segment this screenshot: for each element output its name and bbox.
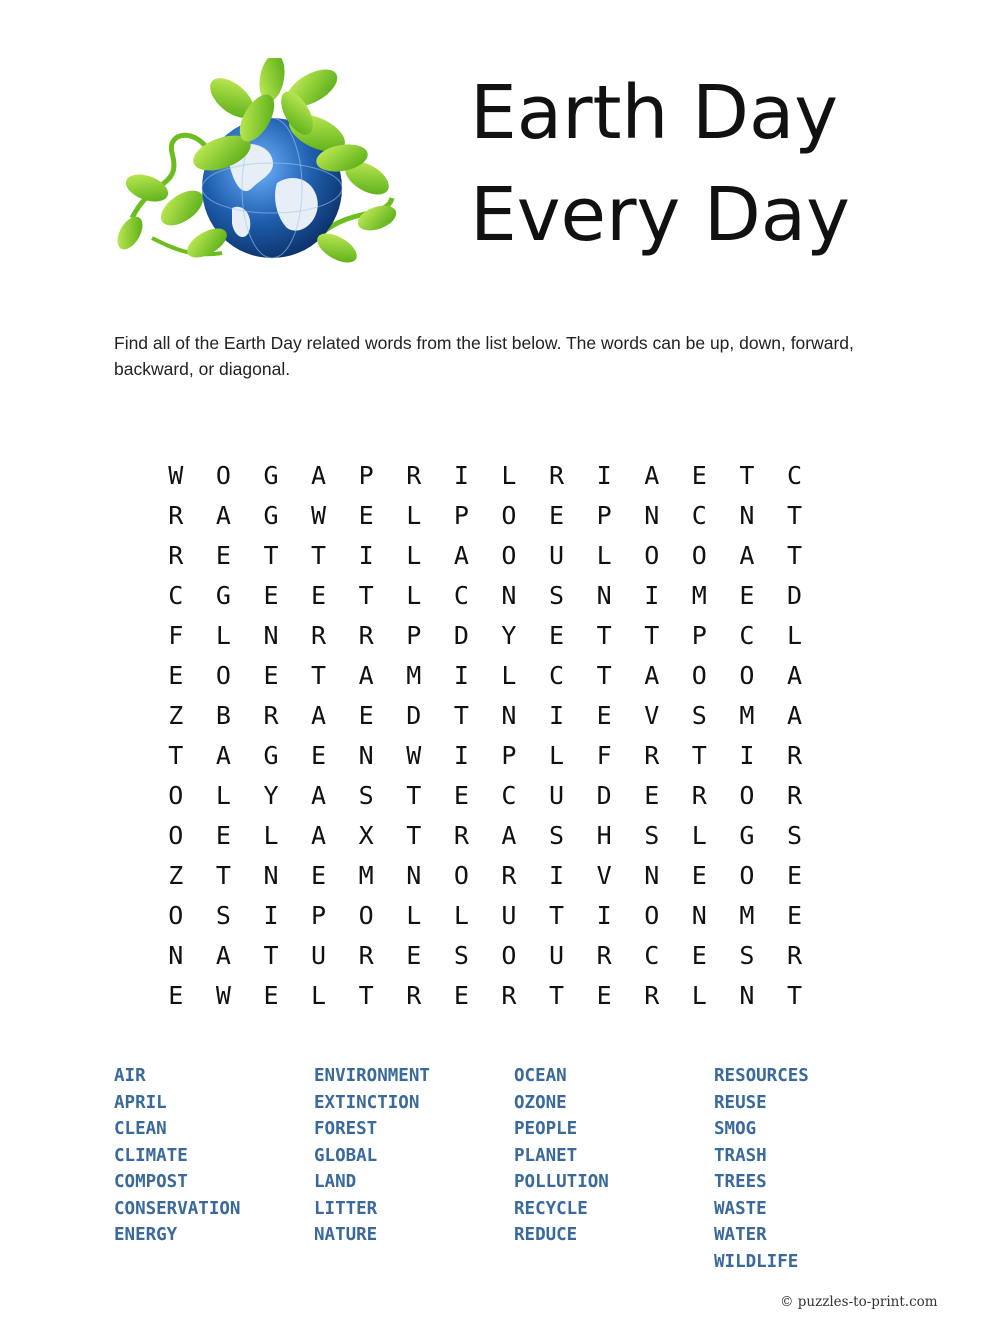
word-list-item: LITTER [314,1198,378,1219]
grid-letter[interactable]: O [644,540,660,570]
grid-letter[interactable]: L [406,580,422,610]
word-list-item: FOREST [314,1119,378,1139]
grid-letter[interactable]: A [644,460,660,490]
word-list-item: APRIL [114,1092,167,1113]
grid-letter[interactable]: E [168,660,184,690]
grid-letter[interactable]: S [453,940,469,970]
grid-letter[interactable]: A [215,940,231,970]
grid-letter[interactable]: R [501,980,517,1010]
grid-letter[interactable]: L [549,740,565,770]
word-list-item: REUSE [714,1092,767,1113]
grid-letter[interactable]: N [358,740,374,770]
grid-letter[interactable]: N [263,620,279,650]
grid-letter[interactable]: T [263,540,279,570]
grid-letter[interactable]: T [358,580,374,610]
word-list-item: AIR [114,1066,146,1086]
grid-letter[interactable]: C [739,620,755,650]
grid-letter[interactable]: O [739,660,755,690]
word-list-item: GLOBAL [314,1145,378,1166]
grid-letter[interactable]: V [596,860,612,890]
grid-letter[interactable]: A [644,660,660,690]
grid-letter[interactable]: D [786,580,803,610]
grid-letter[interactable]: L [263,820,279,850]
grid-letter[interactable]: E [406,940,422,970]
grid-letter[interactable]: E [691,940,707,970]
instructions-text: Find all of the Earth Day related words from the list below. The words can be up, down, forward, backward, or diagonal. [114,333,854,379]
copyright-notice: © puzzles-to-print.com [780,1294,938,1310]
grid-letter[interactable]: O [501,500,517,530]
word-list-item: PEOPLE [514,1119,578,1139]
grid-letter[interactable]: M [358,860,374,890]
earth-globe-with-leaves-icon [112,58,402,276]
grid-letter[interactable]: U [549,540,565,570]
grid-letter[interactable]: L [691,820,707,850]
title-line-1: Earth Day [470,70,839,156]
grid-letter[interactable]: F [596,740,612,770]
grid-letter[interactable]: G [263,460,279,490]
grid-letter[interactable]: T [311,540,327,570]
grid-letter[interactable]: T [596,620,612,650]
grid-letter[interactable]: S [739,940,755,970]
grid-letter[interactable]: N [501,700,517,730]
grid-letter[interactable]: R [406,980,422,1010]
word-list-item: POLLUTION [514,1172,609,1192]
grid-letter[interactable]: E [786,900,803,930]
grid-letter[interactable]: O [215,660,231,690]
grid-letter[interactable]: L [406,900,422,930]
grid-letter[interactable]: X [358,820,374,850]
grid-letter[interactable]: I [453,660,469,690]
grid-letter[interactable]: G [263,500,279,530]
grid-letter[interactable]: E [453,780,469,810]
grid-letter[interactable]: L [215,620,231,650]
grid-letter[interactable]: O [168,820,184,850]
grid-letter[interactable]: R [786,780,803,810]
grid-letter[interactable]: O [453,860,469,890]
grid-letter[interactable]: A [311,780,327,810]
grid-letter[interactable]: O [215,460,231,490]
word-list-item: PLANET [514,1145,578,1166]
grid-letter[interactable]: E [358,500,374,530]
grid-letter[interactable]: C [168,580,184,610]
grid-letter[interactable]: R [358,620,374,650]
word-list-column [314,1063,514,1275]
grid-letter[interactable]: L [406,500,422,530]
grid-letter[interactable]: T [453,700,469,730]
grid-letter[interactable]: N [263,860,279,890]
grid-letter[interactable]: R [786,940,803,970]
grid-letter[interactable]: E [691,460,707,490]
grid-letter[interactable]: L [596,540,612,570]
word-list-item: ENERGY [114,1225,178,1245]
grid-letter[interactable]: T [786,980,803,1010]
grid-letter[interactable]: R [786,740,803,770]
grid-letter[interactable]: M [739,700,755,730]
grid-letter[interactable]: D [596,780,612,810]
word-list-item: RESOURCES [714,1066,809,1086]
grid-letter[interactable]: E [215,540,231,570]
grid-letter[interactable]: N [168,940,184,970]
grid-letter[interactable]: P [453,500,469,530]
grid-letter[interactable]: T [215,860,231,890]
grid-letter[interactable]: W [168,460,184,490]
word-list-item: CLEAN [114,1119,167,1139]
grid-letter[interactable]: I [644,580,660,610]
grid-letter[interactable]: S [358,780,374,810]
grid-letter[interactable]: T [406,780,422,810]
grid-letter[interactable]: W [215,980,231,1010]
grid-letter[interactable]: A [311,820,327,850]
grid-letter[interactable]: I [596,900,612,930]
grid-letter[interactable]: H [596,820,612,850]
page-title [470,62,950,266]
grid-letter[interactable]: T [358,980,374,1010]
grid-letter[interactable]: P [406,620,422,650]
grid-letter[interactable]: T [168,740,184,770]
grid-letter[interactable]: Z [168,700,184,730]
grid-letter[interactable]: I [549,700,565,730]
grid-letter[interactable]: T [786,500,803,530]
grid-letter[interactable]: I [453,740,469,770]
grid-letter[interactable]: L [786,620,803,650]
grid-letter[interactable]: A [739,540,755,570]
grid-letter[interactable]: L [453,900,469,930]
grid-letter[interactable]: O [168,780,184,810]
grid-letter[interactable]: E [691,860,707,890]
grid-letter[interactable]: R [501,860,517,890]
grid-letter[interactable]: E [358,700,374,730]
grid-letter[interactable]: N [644,500,660,530]
grid-letter[interactable]: E [549,620,565,650]
grid-letter[interactable]: S [644,820,660,850]
grid-letter[interactable]: A [501,820,517,850]
grid-letter[interactable]: E [168,980,184,1010]
grid-letter[interactable]: F [168,620,184,650]
grid-letter[interactable]: S [549,580,565,610]
grid-letter[interactable]: R [691,780,707,810]
grid-letter[interactable]: N [644,860,660,890]
word-list-item: WASTE [714,1198,767,1219]
grid-letter[interactable]: U [549,940,565,970]
grid-letter[interactable]: E [263,660,279,690]
grid-letter[interactable]: A [786,660,803,690]
grid-letter[interactable]: P [358,460,374,490]
grid-letter[interactable]: I [358,540,374,570]
grid-letter[interactable]: A [786,700,803,730]
grid-letter[interactable]: P [691,620,707,650]
grid-letter[interactable]: R [549,460,565,490]
word-list-column [514,1063,714,1275]
grid-letter[interactable]: G [263,740,279,770]
grid-letter[interactable]: C [453,580,469,610]
grid-letter[interactable]: V [644,700,660,730]
grid-letter[interactable]: T [596,660,612,690]
grid-letter[interactable]: O [691,540,707,570]
grid-letter[interactable]: G [739,820,755,850]
word-list-item: CLIMATE [114,1145,188,1166]
word-list-item: NATURE [314,1225,378,1245]
grid-letter[interactable]: E [739,580,755,610]
grid-letter[interactable]: I [549,860,565,890]
grid-letter[interactable]: C [644,940,660,970]
grid-letter[interactable]: R [263,700,279,730]
grid-letter[interactable]: U [311,940,327,970]
word-list-item: WATER [714,1225,767,1245]
word-list-item: LAND [314,1172,357,1192]
grid-letter[interactable]: O [501,540,517,570]
grid-letter[interactable]: S [549,820,565,850]
grid-letter[interactable]: I [453,460,469,490]
grid-letter[interactable]: E [596,980,612,1010]
grid-letter[interactable]: T [549,980,565,1010]
grid-letter[interactable]: O [168,900,184,930]
grid-letter[interactable]: Y [263,780,279,810]
grid-letter[interactable]: O [501,940,517,970]
word-list-item: REDUCE [514,1225,578,1245]
grid-letter[interactable]: P [311,900,327,930]
grid-letter[interactable]: B [215,700,231,730]
grid-letter[interactable]: L [501,660,517,690]
grid-letter[interactable]: T [786,540,803,570]
grid-letter[interactable]: U [549,780,565,810]
earth-day-logo [112,58,402,276]
grid-letter[interactable]: C [786,460,803,490]
grid-letter[interactable]: E [311,860,327,890]
word-list-column [114,1063,314,1275]
word-list-item: SMOG [714,1119,757,1139]
grid-letter[interactable]: L [406,540,422,570]
grid-letter[interactable]: E [311,740,327,770]
word-list [114,1063,914,1275]
grid-letter[interactable]: E [549,500,565,530]
word-list-item: TRASH [714,1145,767,1166]
grid-letter[interactable]: N [406,860,422,890]
grid-letter[interactable]: T [644,620,660,650]
grid-letter[interactable]: R [168,500,184,530]
grid-letter[interactable]: U [501,900,517,930]
grid-letter[interactable]: N [596,580,612,610]
word-list-item: OZONE [514,1092,567,1113]
grid-letter[interactable]: A [358,660,374,690]
grid-letter[interactable]: L [501,460,517,490]
grid-letter[interactable]: N [691,900,707,930]
word-list-item: WILDLIFE [714,1251,799,1272]
grid-letter[interactable]: R [406,460,422,490]
word-list-item: ENVIRONMENT [314,1066,430,1086]
grid-letter[interactable]: A [215,500,231,530]
grid-letter[interactable]: S [786,820,803,850]
grid-letter[interactable]: T [691,740,707,770]
grid-letter[interactable]: E [786,860,803,890]
grid-letter[interactable]: A [215,740,231,770]
grid-letter[interactable]: W [406,740,422,770]
grid-letter[interactable]: O [358,900,374,930]
grid-letter[interactable]: O [691,660,707,690]
grid-letter[interactable]: A [453,540,469,570]
grid-letter[interactable]: C [691,500,707,530]
grid-letter[interactable]: W [311,500,327,530]
grid-letter[interactable]: T [739,460,755,490]
grid-letter[interactable]: N [501,580,517,610]
grid-letter[interactable]: S [215,900,231,930]
grid-letter[interactable]: E [263,980,279,1010]
grid-letter[interactable]: T [549,900,565,930]
grid-letter[interactable]: A [311,700,327,730]
word-list-item: OCEAN [514,1066,567,1086]
grid-letter[interactable]: D [453,620,469,650]
grid-letter[interactable]: R [453,820,469,850]
grid-letter[interactable]: T [406,820,422,850]
grid-letter[interactable]: O [739,860,755,890]
grid-letter[interactable]: R [358,940,374,970]
grid-letter[interactable]: E [215,820,231,850]
grid-letter[interactable]: R [644,740,660,770]
grid-letter[interactable]: N [739,980,755,1010]
grid-letter[interactable]: I [596,460,612,490]
grid-letter[interactable]: L [215,780,231,810]
grid-letter[interactable]: O [644,900,660,930]
word-list-item: TREES [714,1172,767,1192]
grid-letter[interactable]: I [739,740,755,770]
word-list-item: RECYCLE [514,1198,588,1219]
word-list-item: COMPOST [114,1172,188,1192]
word-list-column [714,1063,914,1275]
word-search-grid [152,455,818,1015]
grid-letter[interactable]: Y [501,620,517,650]
grid-letter[interactable]: Z [168,860,184,890]
grid-letter[interactable]: R [168,540,184,570]
grid-letter[interactable]: E [596,700,612,730]
grid-letter[interactable]: M [739,900,755,930]
grid-letter[interactable]: N [739,500,755,530]
grid-letter[interactable]: R [644,980,660,1010]
grid-letter[interactable]: P [501,740,517,770]
grid-letter[interactable]: E [644,780,660,810]
grid-letter[interactable]: M [406,660,422,690]
grid-letter[interactable]: L [691,980,707,1010]
title-line-2: Every Day [470,172,850,258]
grid-letter[interactable]: R [311,620,327,650]
grid-letter[interactable]: M [691,580,707,610]
grid-letter[interactable]: R [596,940,612,970]
grid-letter[interactable]: I [263,900,279,930]
grid-letter[interactable]: A [311,460,327,490]
grid-letter[interactable]: T [311,660,327,690]
grid-letter[interactable]: E [311,580,327,610]
word-list-item: CONSERVATION [114,1198,241,1219]
word-list-item: EXTINCTION [314,1092,420,1113]
grid-letter[interactable]: E [263,580,279,610]
grid-letter[interactable]: C [501,780,517,810]
grid-letter[interactable]: P [596,500,612,530]
grid-letter[interactable]: T [263,940,279,970]
grid-letter[interactable]: E [453,980,469,1010]
grid-letter[interactable]: D [406,700,422,730]
grid-letter[interactable]: C [549,660,565,690]
grid-letter[interactable]: O [739,780,755,810]
grid-letter[interactable]: G [215,580,231,610]
grid-letter[interactable]: L [311,980,327,1010]
grid-letter[interactable]: S [691,700,707,730]
